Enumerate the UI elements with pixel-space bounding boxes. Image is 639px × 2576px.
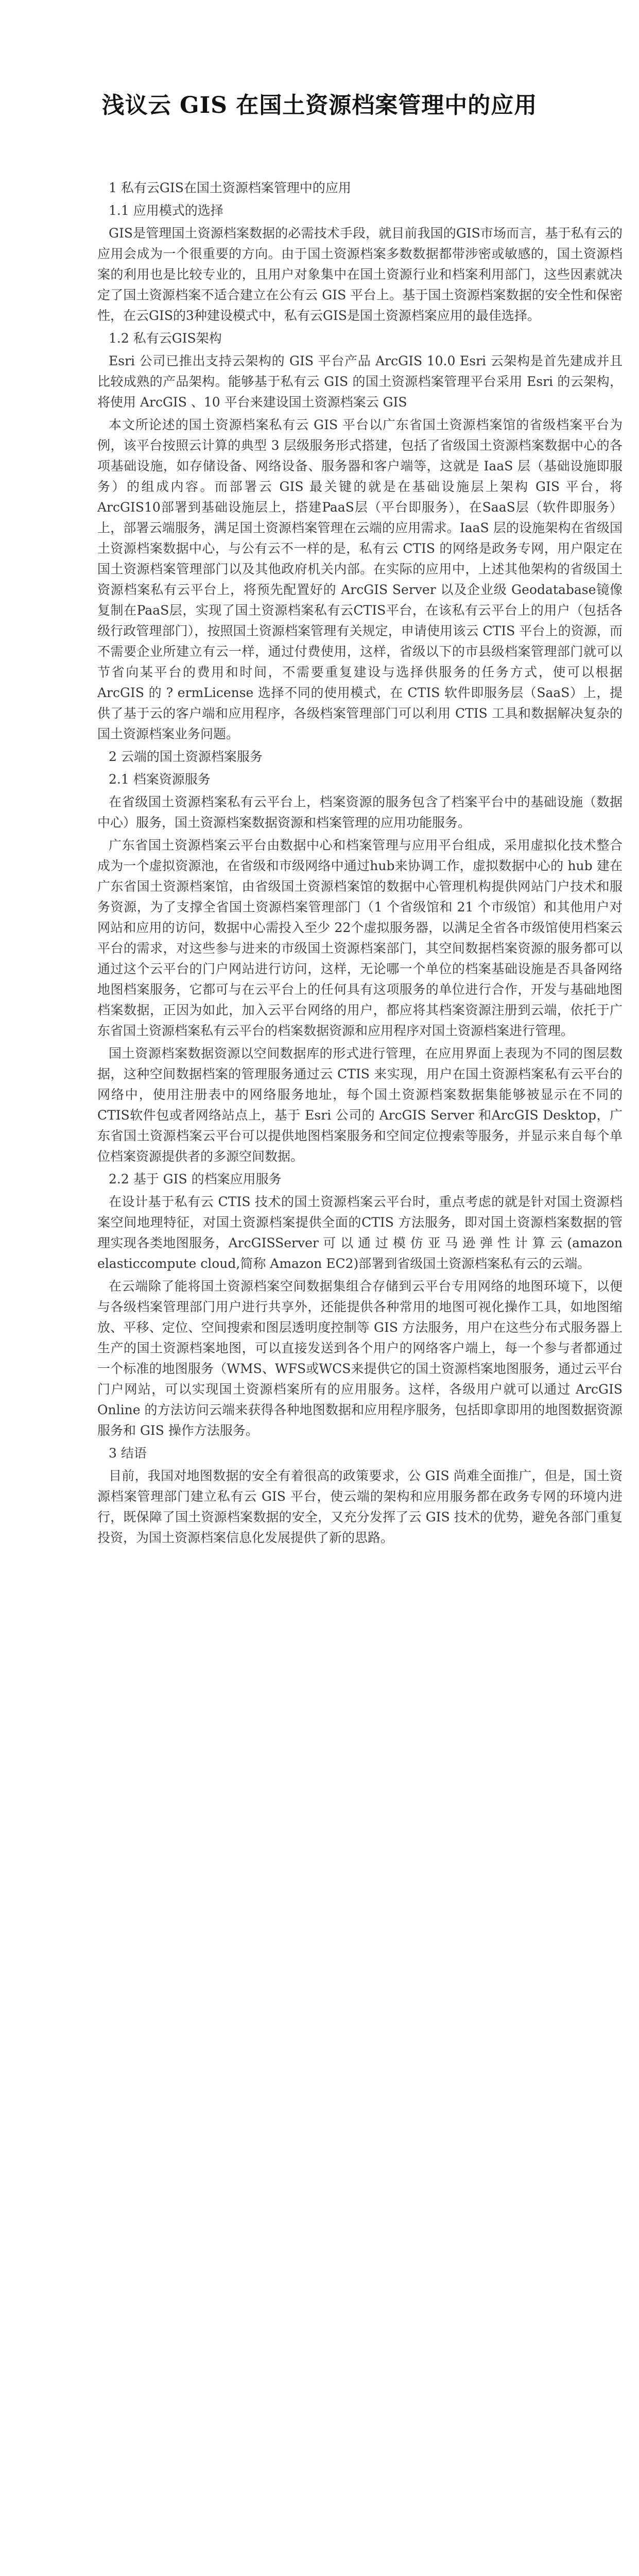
section-1-2-heading: 1.2 私有云GIS架构 [109,331,222,346]
section-1-1-heading: 1.1 应用模式的选择 [109,203,223,218]
section-3-heading: 3 结语 [109,1446,147,1461]
page-title: 浅议云 GIS 在国土资源档案管理中的应用 [101,92,538,118]
section-3-paragraph: 目前，我国对地图数据的安全有着很高的政策要求，公 GIS 尚难全面推广，但是，国土资源档案管理部门建立私有云 GIS 平台，使云端的架构和应用服务都在政务专网的环境内进行，既保障了国土资源档案数据的安全，又充分发挥了云 GIS 技术的优势，避免各部门重复投资，为国土资源档案信息化发展提供了新的思路。 [97,1468,623,1545]
section-2-1-heading: 2.1 档案资源服务 [109,772,211,787]
section-2-2-paragraph-1: 在设计基于私有云 CTIS 技术的国土资源档案云平台时，重点考虑的就是针对国土资源档案空间地理特征，对国土资源档案提供全面的CTIS 方法服务，即对国土资源档案数据的管理实现各类地图服务，ArcGISServer 可 以 通 过 模 仿 亚 马 逊 弹 性 计 算 云 (amazon elasticcompute cloud,简称 Amazon EC2)部署到省级国土资源档案私有云的云端。 [97,1194,623,1271]
section-1-2-paragraph-1: Esri 公司已推出支持云架构的 GIS 平台产品 ArcGIS 10.0 Esri 云架构是首先建成并且比较成熟的产品架构。能够基于私有云 GIS 的国土资源档案管理平台采用 Esri 的云架构，将使用 ArcGIS 、10 平台来建设国土资源档案云 GIS [97,353,623,410]
section-2-1-paragraph-1: 在省级国土资源档案私有云平台上，档案资源的服务包含了档案平台中的基础设施（数据中心）服务，国土资源档案数据资源和档案管理的应用功能服务。 [97,794,623,830]
section-2-heading: 2 云端的国土资源档案服务 [109,749,263,764]
section-2-2-heading: 2.2 基于 GIS 的档案应用服务 [109,1172,282,1187]
section-1-2-paragraph-2: 本文所论述的国土资源档案私有云 GIS 平台以广东省国土资源档案馆的省级档案平台为例，该平台按照云计算的典型 3 层级服务形式搭建，包括了省级国土资源档案数据中心的各项基础设施，如存储设备、网络设备、服务器和客户端等，这就是 IaaS 层（基础设施即服务）的组成内容。而部署云 GIS 最关键的就是在基础设施层上架构 GIS 平台，将ArcGIS10部署到基础设施层上，搭建PaaS层（平台即服务），在SaaS层（软件即服务）上，部署云端服务，满足国土资源档案管理在云端的应用需求。IaaS 层的设施架构在省级国土资源档案数据中心，与公有云不一样的是，私有云 CTIS 的网络是政务专网，用户限定在国土资源档案管理部门以及其他政府机关内部。在实际的应用中，上述其他架构的省级国土资源档案私有云平台上，将预先配置好的 ArcGIS Server 以及企业级 Geodatabase镜像复制在PaaS层，实现了国土资源档案私有云CTIS平台，在该私有云平台上的用户（包括各级行政管理部门），按照国土资源档案管理有关规定，申请使用该云 CTIS 平台上的资源，而不需要企业所建立有云一样，通过付费使用，这样，省级以下的市县级档案管理部门就可以节省向某平台的费用和时间，不需要重复建设与选择供服务的任务方式，使可以根据 ArcGIS 的 ? ermLicense 选择不同的使用模式，在 CTIS 软件即服务层（SaaS）上，提供了基于云的客户端和应用程序，各级档案管理部门可以利用 CTIS 工具和数据解决复杂的国土资源档案业务问题。 [97,417,623,741]
section-1-heading: 1 私有云GIS在国土资源档案管理中的应用 [109,180,351,195]
section-1-1-paragraph: GIS是管理国土资源档案数据的必需技术手段，就目前我国的GIS市场而言，基于私有云的应用会成为一个很重要的方向。由于国土资源档案多数数据都带涉密或敏感的，国土资源档案的利用也是比较专业的，且用户对象集中在国土资源行业和档案利用部门，这些因素就决定了国土资源档案不适合建立在公有云 GIS 平台上。基于国土资源档案数据的安全性和保密性，在云GIS的3种建设模式中，私有云GIS是国土资源档案应用的最佳选择。 [97,226,623,323]
section-2-1-paragraph-3: 国土资源档案数据资源以空间数据库的形式进行管理，在应用界面上表现为不同的图层数据，这种空间数据档案的管理服务通过云 CTIS 来实现，用户在国土资源档案私有云平台的网络中，使用注册表中的网络服务地址，每个国土资源档案数据集能够被显示在不同的 CTIS软件包或者网络站点上，基于 Esri 公司的 ArcGIS Server 和ArcGIS Desktop，广东省国土资源档案云平台可以提供地图档案服务和空间定位搜索等服务，并显示来自每个单位档案资源提供者的多源空间数据。 [97,1046,623,1164]
section-2-2-paragraph-2: 在云端除了能将国土资源档案空间数据集组合存储到云平台专用网络的地图环境下，以便与各级档案管理部门用户进行共享外，还能提供各种常用的地图可视化操作工具，如地图缩放、平移、定位、空间搜索和图层透明度控制等 GIS 方法服务，用户在这些分布式服务器上生产的国土资源档案地图，可以直接发送到各个用户的网络客户端上，每一个参与者都通过一个标准的地图服务（WMS、WFS或WCS来提供它的国土资源档案地图服务，通过云平台门户网站，可以实现国土资源档案所有的应用服务。这样，各级用户就可以通过 ArcGIS Online 的方法访问云端来获得各种地图数据和应用程序服务，包括即拿即用的地图数据资源服务和 GIS 操作方法服务。 [97,1279,623,1438]
section-1-part-a [97,178,623,1550]
section-2-1-paragraph-2: 广东省国土资源档案云平台由数据中心和档案管理与应用平台组成，采用虚拟化技术整合成为一个虚拟资源池，在省级和市级网络中通过hub来协调工作，虚拟数据中心的 hub 建在广东省国土资源档案馆，由省级国土资源档案馆的数据中心管理机构提供网站门户技术和服务资源，为了支撑全省国土资源档案管理部门（1 个省级馆和 21 个市级馆）和其他用户对网站和应用的访问，数据中心需投入至少 22个虚拟服务器，以满足全省各市级馆使用档案云平台的需求，对这些参与进来的市级国土资源档案部门，其空间数据档案资源的服务都可以通过这个云平台的门户网站进行访问，这样，无论哪一个单位的档案基础设施是否具备网络地图档案服务，它都可与在云平台上的任何具有这项服务的单位进行合作，开发与基础地图档案数据，正因为如此，加入云平台网络的用户，都应将其档案资源注册到云端，依托于广东省国土资源档案私有云平台的档案数据资源和应用程序对国土资源档案进行管理。 [97,838,623,1038]
